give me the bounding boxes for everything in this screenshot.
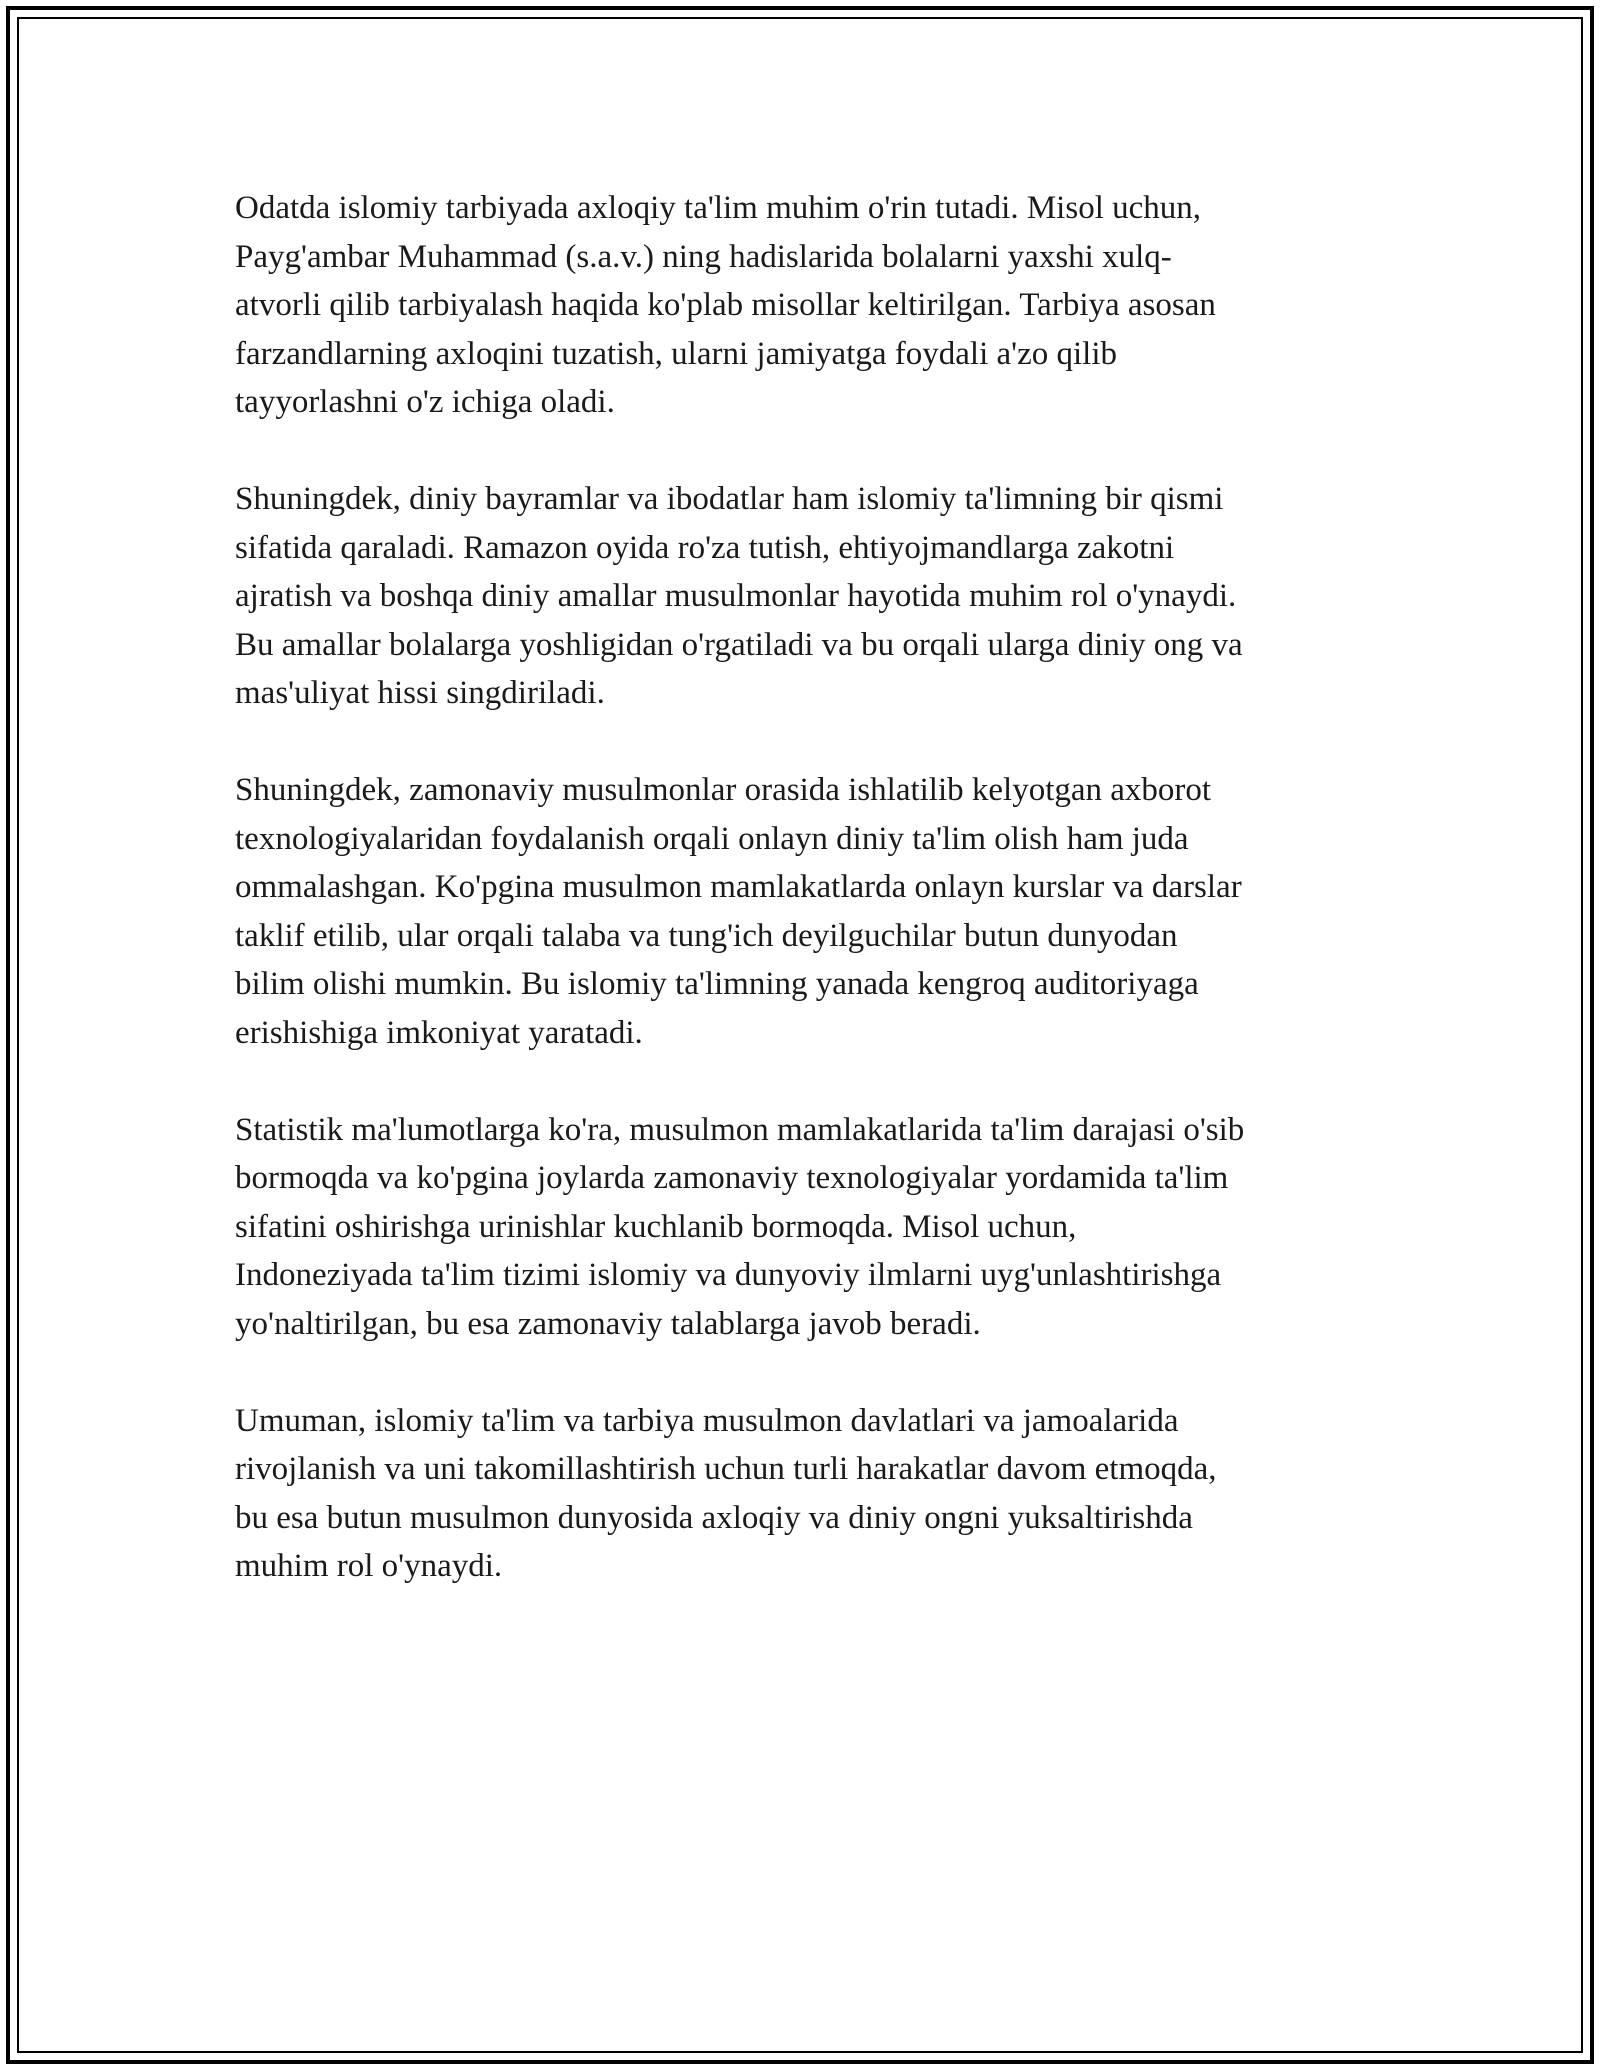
text-line: taklif etilib, ular orqali talaba va tung'ich deyilguchilar butun dunyodan: [235, 917, 1178, 954]
text-line: Indoneziyada ta'lim tizimi islomiy va dunyoviy ilmlarni uyg'unlashtirishga: [235, 1257, 1222, 1293]
text-line: Shuningdek, zamonaviy musulmonlar orasida ishlatilib kelyotgan axborot: [235, 772, 1212, 808]
text-line: Umuman, islomiy ta'lim va tarbiya musulmon davlatlari va jamoalarida: [235, 1402, 1179, 1439]
text-line: erishishiga imkoniyat yaratadi.: [235, 1014, 643, 1051]
paragraph-5: [235, 1397, 1370, 1591]
text-line: bormoqda va ko'pgina joylarda zamonaviy texnologiyalar yordamida ta'lim: [235, 1160, 1229, 1196]
document-body: [235, 184, 1370, 1639]
text-line: Payg'ambar Muhammad (s.a.v.) ning hadislarida bolalarni yaxshi xulq-: [235, 238, 1172, 275]
text-line: sifatini oshirishga urinishlar kuchlanib bormoqda. Misol uchun,: [235, 1208, 1077, 1245]
text-line: Bu amallar bolalarga yoshligidan o'rgatiladi va bu orqali ularga diniy ong va: [235, 626, 1243, 663]
text-line: bilim olishi mumkin. Bu islomiy ta'limning yanada kengroq auditoriyaga: [235, 966, 1199, 1002]
text-line: ajratish va boshqa diniy amallar musulmonlar hayotida muhim rol o'ynaydi.: [235, 578, 1237, 614]
text-line: tayyorlashni o'z ichiga oladi.: [235, 384, 615, 420]
text-line: atvorli qilib tarbiyalash haqida ko'plab misollar keltirilgan. Tarbiya asosan: [235, 287, 1216, 323]
text-line: yo'naltirilgan, bu esa zamonaviy talablarga javob beradi.: [235, 1305, 981, 1342]
text-line: Shuningdek, diniy bayramlar va ibodatlar ham islomiy ta'limning bir qismi: [235, 481, 1224, 517]
text-line: rivojlanish va uni takomillashtirish uchun turli harakatlar davom etmoqda,: [235, 1451, 1217, 1487]
text-line: bu esa butun musulmon dunyosida axloqiy va diniy ongni yuksaltirishda: [235, 1499, 1193, 1536]
text-line: farzandlarning axloqini tuzatish, ularni jamiyatga foydali a'zo qilib: [235, 335, 1117, 372]
paragraph-2: [235, 475, 1370, 718]
text-line: muhim rol o'ynaydi.: [235, 1548, 503, 1584]
paragraph-1: [235, 184, 1370, 427]
text-line: sifatida qaraladi. Ramazon oyida ro'za tutish, ehtiyojmandlarga zakotni: [235, 529, 1175, 566]
text-line: ommalashgan. Ko'pgina musulmon mamlakatlarda onlayn kurslar va darslar: [235, 869, 1242, 905]
text-line: mas'uliyat hissi singdiriladi.: [235, 675, 605, 711]
text-line: Odatda islomiy tarbiyada axloqiy ta'lim muhim o'rin tutadi. Misol uchun,: [235, 190, 1202, 226]
paragraph-4: [235, 1106, 1370, 1349]
text-line: Statistik ma'lumotlarga ko'ra, musulmon mamlakatlarida ta'lim darajasi o'sib: [235, 1111, 1245, 1148]
paragraph-3: [235, 766, 1370, 1057]
text-line: texnologiyalaridan foydalanish orqali onlayn diniy ta'lim olish ham juda: [235, 820, 1189, 857]
